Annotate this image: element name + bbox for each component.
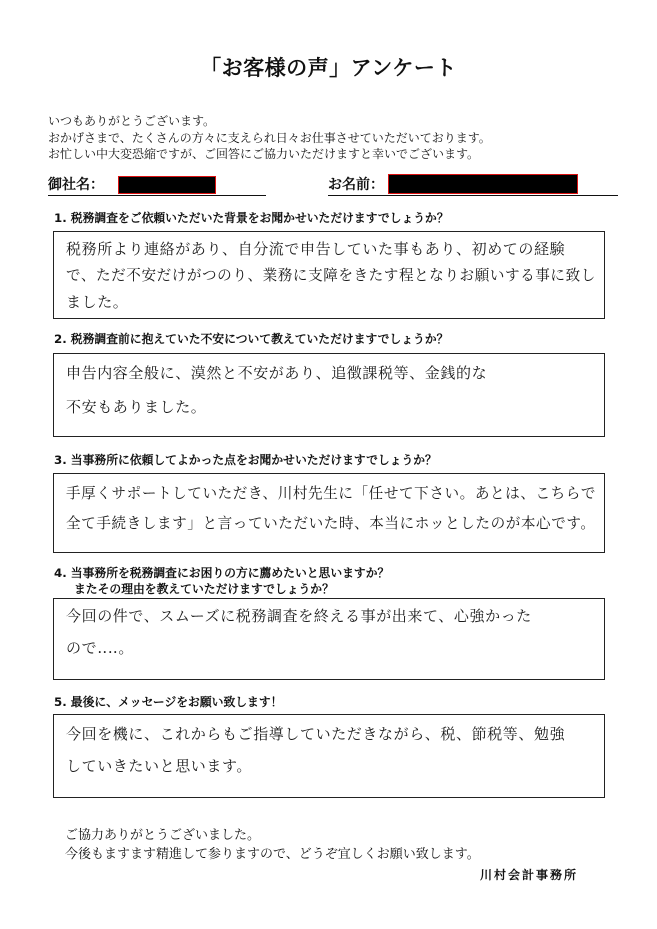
- answer-5-line: 今回を機に、これからもご指導していただきながら、税、節税等、勉強: [66, 725, 566, 743]
- question-5: 5. 最後に、メッセージをお願い致します！: [54, 695, 283, 709]
- answer-3-line: 全て手続きします」と言っていただいた時、本当にホッとしたのが本心です。: [66, 514, 596, 532]
- survey-title: 「お客様の声」アンケート: [200, 56, 457, 80]
- answer-5-line: していきたいと思います。: [66, 757, 253, 775]
- answer-4-line: ので‥‥。: [66, 639, 135, 657]
- answer-1-line: で、ただ不安だけがつのり、業務に支障をきたす程となりお願いする事に致し: [66, 266, 596, 284]
- name-fields-row: [48, 174, 618, 196]
- answer-box-3: [53, 473, 605, 553]
- answer-box-5: [53, 714, 605, 798]
- company-label: 御社名：: [48, 177, 104, 193]
- intro-line: お忙しい中大変恐縮ですが、ご回答にご協力いただけますと幸いでございます。: [48, 147, 480, 161]
- answer-1-line: ました。: [66, 293, 129, 311]
- question-3: 3. 当事務所に依頼してよかった点をお聞かせいただけますでしょうか？: [54, 453, 437, 467]
- closing-line: 今後もますます精進して参りますので、どうぞ宜しくお願い致します。: [65, 847, 480, 862]
- intro-text: [48, 113, 491, 163]
- answer-box-2: [53, 353, 605, 437]
- answer-box-4: [53, 598, 605, 680]
- name-underline: [328, 195, 618, 196]
- name-redaction: [388, 174, 578, 194]
- answer-1-line: 税務所より連絡があり、自分流で申告していた事もあり、初めての経験: [66, 240, 566, 258]
- name-label: お名前：: [328, 177, 384, 193]
- question-4: 4. 当事務所を税務調査にお困りの方に薦めたいと思いますか？: [54, 566, 390, 580]
- company-underline: [48, 195, 266, 196]
- company-redaction: [118, 176, 216, 194]
- intro-line: いつもありがとうございます。: [48, 114, 216, 128]
- firm-name: 川村会計事務所: [480, 868, 579, 882]
- intro-line: おかげさまで、たくさんの方々に支えられ日々お仕事させていただいております。: [48, 130, 491, 145]
- answer-2-line: 申告内容全般に、漠然と不安があり、追徴課税等、金銭的な: [66, 364, 488, 382]
- closing-message: [65, 826, 480, 864]
- question-4-second-line: またその理由を教えていただけますでしょうか？: [74, 582, 334, 596]
- answer-3-line: 手厚くサポートしていただき、川村先生に「任せて下さい。あとは、こちらで: [66, 484, 596, 502]
- answer-box-1: [53, 231, 605, 319]
- answer-4-line: 今回の件で、スムーズに税務調査を終える事が出来て、心強かった: [66, 607, 532, 625]
- question-2: 2. 税務調査前に抱えていた不安について教えていただけますでしょうか？: [54, 332, 449, 346]
- question-1: 1. 税務調査をご依頼いただいた背景をお聞かせいただけますでしょうか？: [54, 211, 449, 225]
- answer-2-line: 不安もありました。: [66, 398, 207, 416]
- closing-line: ご協力ありがとうございました。: [65, 828, 261, 843]
